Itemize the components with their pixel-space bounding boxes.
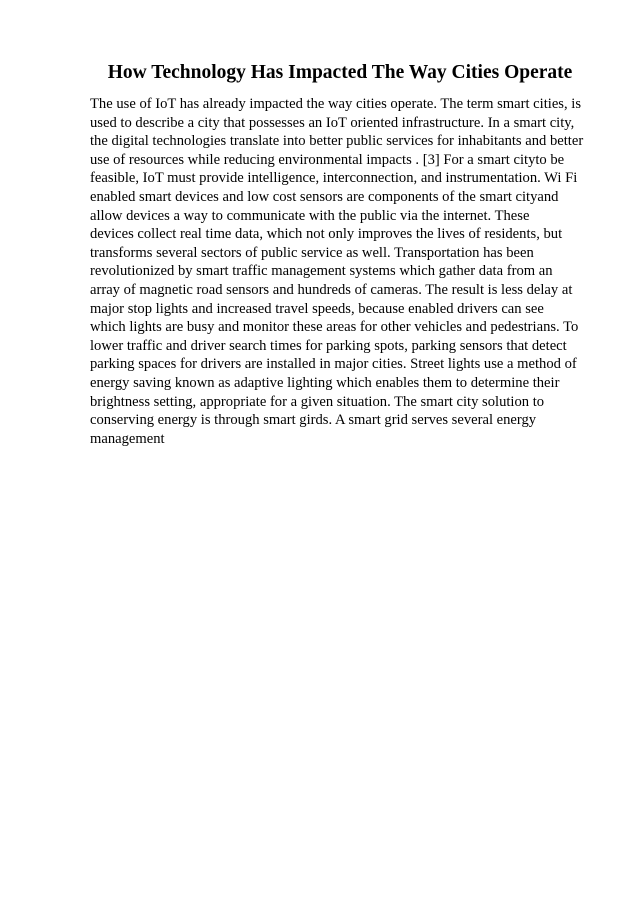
body-line: allow devices a way to communicate with the public via the internet. These xyxy=(90,207,530,224)
body-line: array of magnetic road sensors and hundreds of cameras. The result is less delay at xyxy=(90,281,573,298)
body-line: which lights are busy and monitor these areas for other vehicles and pedestrians. To xyxy=(90,319,579,336)
body-line: devices collect real time data, which not only improves the lives of residents, but xyxy=(90,226,563,243)
body-line: lower traffic and driver search times for parking spots, parking sensors that detect xyxy=(90,337,567,354)
body-line: revolutionized by smart traffic management systems which gather data from an xyxy=(90,263,553,280)
body-line: brightness setting, appropriate for a given situation. The smart city solution to xyxy=(90,393,545,410)
body-line: transforms several sectors of public service as well. Transportation has been xyxy=(90,244,534,261)
body-line: major stop lights and increased travel speeds, because enabled drivers can see xyxy=(90,300,544,317)
body-line: the digital technologies translate into better public services for inhabitants and better xyxy=(90,133,584,150)
document-title: How Technology Has Impacted The Way Cities Operate xyxy=(107,62,573,83)
body-line: feasible, IoT must provide intelligence, interconnection, and instrumentation. Wi Fi xyxy=(90,170,578,187)
body-line: management xyxy=(90,430,165,447)
document-body xyxy=(90,95,590,448)
body-line: conserving energy is through smart girds. A smart grid serves several energy xyxy=(90,412,537,429)
body-line: energy saving known as adaptive lighting which enables them to determine their xyxy=(90,374,560,391)
body-line: enabled smart devices and low cost sensors are components of the smart cityand xyxy=(90,188,559,205)
body-line: parking spaces for drivers are installed in major cities. Street lights use a method of xyxy=(90,356,577,373)
body-line: use of resources while reducing environmental impacts . [3] For a smart cityto be xyxy=(90,151,565,168)
body-line: used to describe a city that possesses an IoT oriented infrastructure. In a smart city, xyxy=(90,114,575,131)
body-line: The use of IoT has already impacted the way cities operate. The term smart cities, is xyxy=(90,96,582,112)
